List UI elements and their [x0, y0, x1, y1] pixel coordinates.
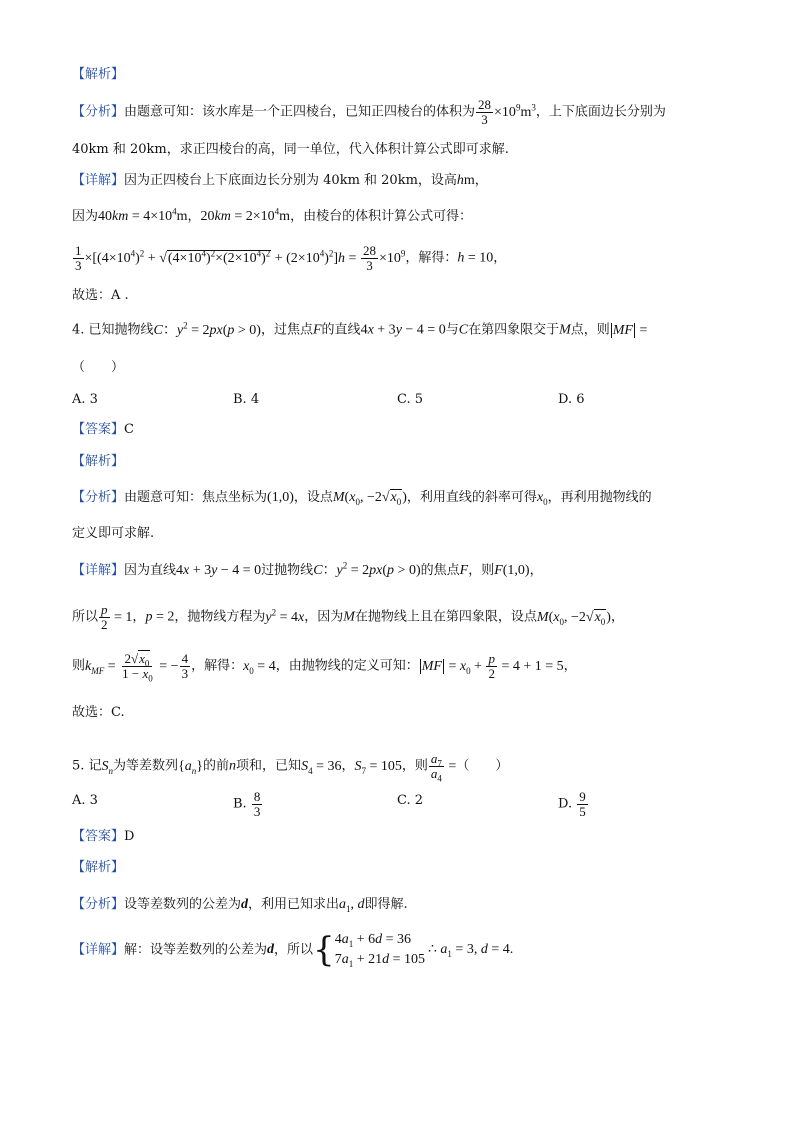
q4-xiangjie-tag: 【详解】 [72, 563, 125, 578]
q5-option-c: C. 2 [397, 793, 424, 808]
q5-xiangjie-line: 【详解】解：设等差数列的公差为d，所以 { $4a_1 + 6d = 36$ $7a_1 + 21d = 105$ ∴ $a_1 = 3$, d = 4. [72, 930, 514, 970]
q4-answer-line [72, 423, 134, 436]
q4-options [72, 393, 732, 409]
q3-xiangjie-tag: 【详解】 [72, 173, 125, 188]
q4-xiangjie-line3: 则$k_{MF}$ = $\frac{2√x_0}{1 - x_0}$ = − $\frac{4}{3}$ ，解得：$x_0 = 4$，由抛物线的定义可知： MF = $x_0$ + $\frac{p}{2}$ = 4 + 1 = 5， [72, 651, 577, 684]
q4-answer: C [124, 422, 134, 437]
q5-option-d: D. $\frac{9}{5}$ [558, 789, 586, 819]
q3-volume-formula: $\frac{1}{3}$ $\times[(4\times 10^4)^2 + √(4\times 10^4)^2\times(2\times 10^4)^2 + (2\times 10^4)^2]h$ = $\frac{28}{3}$ $\times 10^9$，解得：h = 10， [75, 243, 507, 273]
q4-stem-line1: 4. 已知抛物线C：$y^2 = 2px(p > 0)$，过焦点F的直线4x + 3y − 4 = 0与C在第四象限交于M点，则 MF = [72, 320, 648, 338]
q4-guxuan: 故选：C. [72, 705, 125, 720]
q4-option-c: C. 5 [397, 392, 424, 407]
q5-fenxi-line: 【分析】设等差数列的公差为d，利用已知求出$a_1$, d即得解. [72, 897, 408, 914]
q3-jiexi-heading: 【解析】 [72, 67, 125, 82]
q4-option-a: A. 3 [72, 392, 98, 407]
q5-xiangjie-tag: 【详解】 [72, 942, 125, 958]
q4-jiexi-heading: 【解析】 [72, 454, 125, 469]
q4-fenxi-line2: 定义即可求解. [72, 526, 155, 541]
q5-answer-line [72, 830, 134, 843]
q5-fenxi-tag: 【分析】 [72, 897, 125, 912]
q4-fenxi-line1: 【分析】由题意可知：焦点坐标为(1,0)，设点$M(x_0$, $-2√x_0$)，利用直线的斜率可得$x_0$，再利用抛物线的 [72, 490, 652, 507]
q5-equation-system: { $4a_1 + 6d = 36$ $7a_1 + 21d = 105$ ∴ $a_1 = 3$, d = 4. [313, 930, 514, 970]
q4-option-d: D. 6 [558, 392, 585, 407]
q5-option-b: B. $\frac{8}{3}$ [233, 789, 261, 819]
q5-option-a: A. 3 [72, 793, 98, 808]
q3-xiangjie-line2: 因为$40km = 4\times 10^4m$，$20km = 2\times 10^4m$，由棱台的体积计算公式可得： [72, 206, 473, 224]
q3-guxuan: 故选：A . [72, 288, 129, 303]
q3-xiangjie-line1: 【详解】因为正四棱台上下底面边长分别为 40km 和 20km，设高hm， [72, 173, 488, 188]
q4-answer-tag: 【答案】 [72, 422, 125, 437]
q5-answer-tag: 【答案】 [72, 829, 125, 844]
q3-fenxi-line1: 【分析】由题意可知：该水库是一个正四棱台，已知正四棱台的体积为 $\frac{28}{3}$ $\times 10^9m^3$，上下底面边长分别为 [72, 97, 666, 127]
q5-answer: D [124, 829, 135, 844]
q5-jiexi-heading: 【解析】 [72, 860, 125, 875]
q4-xiangjie-line1: 【详解】因为直线4x + 3y − 4 = 0过抛物线C：$y^2 = 2px(p > 0)$的焦点F，则F(1,0)， [72, 560, 543, 578]
q5-options [72, 789, 732, 819]
q4-option-b: B. 4 [233, 392, 260, 407]
q5-stem: 5. 记$S_n$为等差数列$\{a_n\}$的前n项和，已知$S_4 = 36$，$S_7 = 105$，则 $\frac{a_7}{a_4}$ =（ ） [72, 751, 509, 784]
q3-fenxi-line2: 40km 和 20km，求正四棱台的高，同一单位，代入体积计算公式即可求解. [72, 142, 509, 157]
q3-fenxi-tag: 【分析】 [72, 104, 125, 120]
q4-paren: （ ） [72, 360, 125, 375]
q4-xiangjie-line2: 所以 $\frac{p}{2}$ = 1，p = 2，抛物线方程为$y^2 = 4x$，因为M在抛物线上且在第四象限，设点$M(x_0$, $-2√x_0$)， [72, 602, 624, 632]
q4-fenxi-tag: 【分析】 [72, 490, 125, 505]
